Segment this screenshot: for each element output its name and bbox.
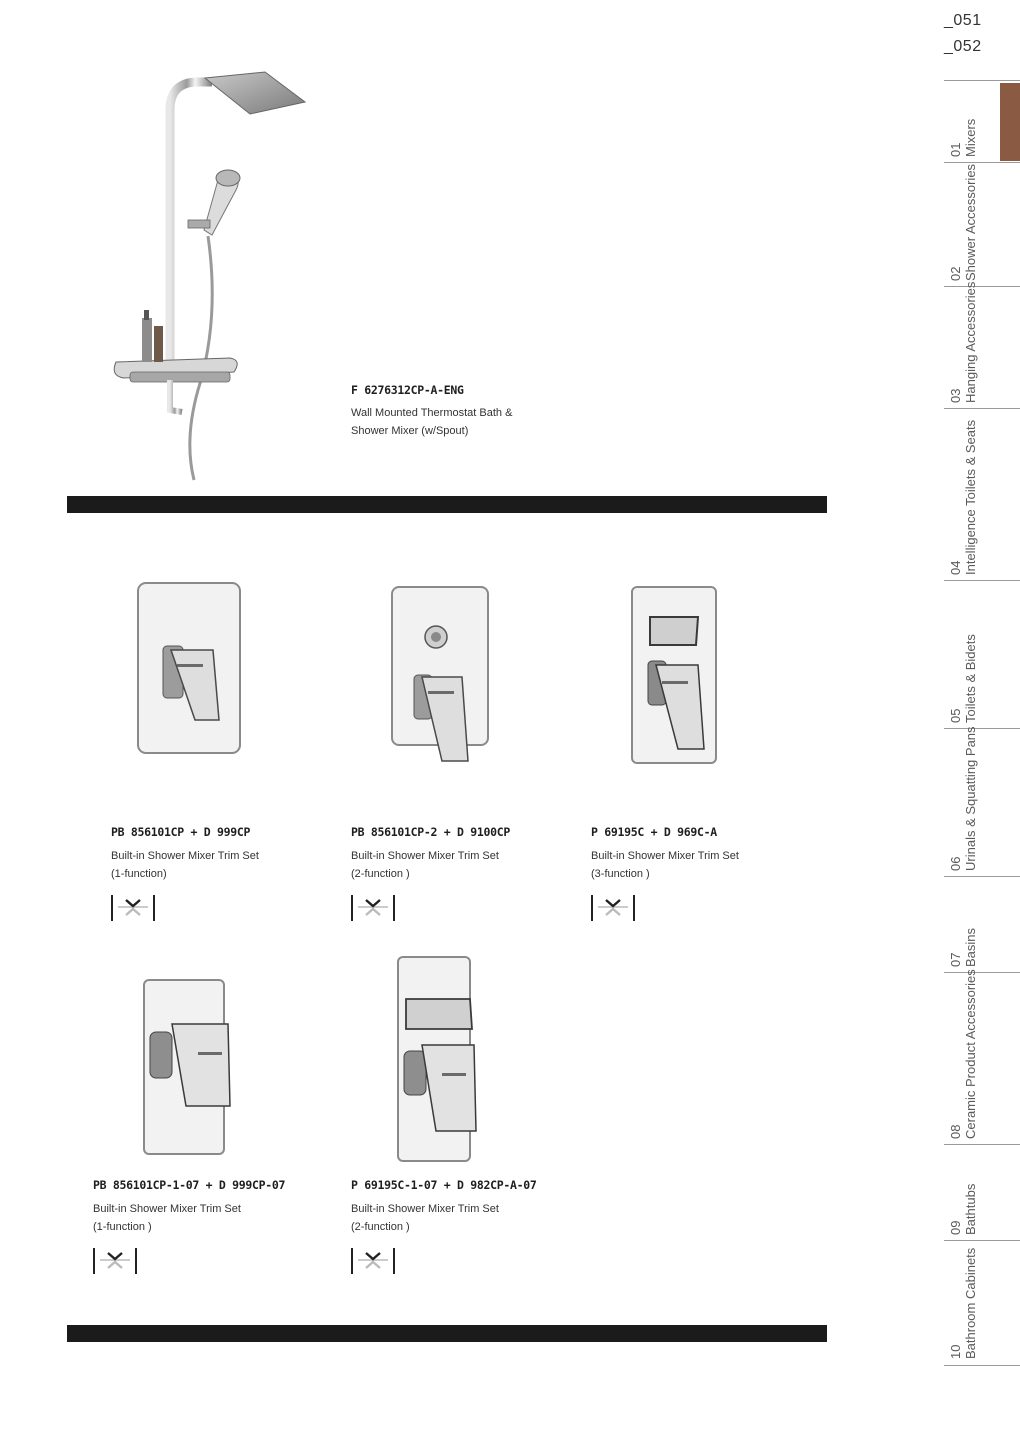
product-code: PB 856101CP + D 999CP (111, 825, 251, 839)
tab-number: 06 (948, 856, 963, 871)
product-code: F 6276312CP-A-ENG (351, 383, 464, 397)
product-description: Built-in Shower Mixer Trim Set (111, 850, 259, 862)
tab-label: Bathroom Cabinets (963, 1247, 978, 1359)
product-description: (1-function) (111, 868, 167, 880)
built-in-symbol-icon (590, 893, 636, 921)
shower-column-image (100, 60, 320, 490)
product-description: Wall Mounted Thermostat Bath & (351, 407, 513, 419)
active-tab-marker (1000, 83, 1020, 161)
sidebar-tab-shower-accessories[interactable] (944, 162, 1020, 287)
tab-label: Basins (963, 927, 978, 967)
product-code: P 69195C-1-07 + D 982CP-A-07 (351, 1178, 537, 1192)
sidebar-tab-ceramic-accessories[interactable] (944, 969, 1020, 1145)
built-in-symbol-icon (350, 893, 396, 921)
faucet-image (628, 585, 728, 771)
product-description: Built-in Shower Mixer Trim Set (351, 1203, 499, 1215)
built-in-symbol-icon (350, 1246, 396, 1274)
product-description: (3-function ) (591, 868, 650, 880)
tab-number: 10 (948, 1344, 963, 1359)
tab-number: 07 (948, 952, 963, 967)
built-in-symbol-icon (92, 1246, 138, 1274)
section-divider (67, 1325, 827, 1342)
faucet-image (135, 580, 245, 756)
tab-label: Intelligence Toilets & Seats (963, 419, 978, 575)
sidebar-tab-basins[interactable] (944, 876, 1020, 973)
faucet-image (388, 585, 498, 765)
built-in-symbol-icon (110, 893, 156, 921)
sidebar-tab-bathroom-cabinets[interactable] (944, 1240, 1020, 1366)
tab-number: 02 (948, 266, 963, 281)
page-number: _051 (944, 12, 982, 29)
page-number: _052 (944, 38, 982, 55)
tab-number: 04 (948, 560, 963, 575)
product-code: P 69195C + D 969C-A (591, 825, 717, 839)
tab-label: Shower Accessories (963, 163, 978, 281)
sidebar-tab-toilets-bidets[interactable] (944, 580, 1020, 729)
product-description: Built-in Shower Mixer Trim Set (591, 850, 739, 862)
sidebar-tab-mixers[interactable] (944, 80, 1020, 163)
tab-label: Mixers (963, 118, 978, 157)
tab-label: Toilets & Bidets (963, 634, 978, 723)
product-code: PB 856101CP-2 + D 9100CP (351, 825, 510, 839)
tab-number: 01 (948, 142, 963, 157)
product-description: Built-in Shower Mixer Trim Set (351, 850, 499, 862)
sidebar-tab-bathtubs[interactable] (944, 1144, 1020, 1241)
product-description: Shower Mixer (w/Spout) (351, 425, 469, 437)
sidebar-tab-hanging-accessories[interactable] (944, 281, 1020, 409)
sidebar-tab-urinals[interactable] (944, 728, 1020, 877)
faucet-image (138, 978, 238, 1158)
tab-label: Bathtubs (963, 1183, 978, 1235)
product-description: (2-function ) (351, 1221, 410, 1233)
tab-number: 09 (948, 1220, 963, 1235)
tab-number: 03 (948, 388, 963, 403)
product-description: (1-function ) (93, 1221, 152, 1233)
tab-number: 08 (948, 1124, 963, 1139)
product-description: Built-in Shower Mixer Trim Set (93, 1203, 241, 1215)
product-description: (2-function ) (351, 868, 410, 880)
tab-label: Hanging Accessories (963, 281, 978, 403)
page-numbers (944, 8, 982, 60)
section-divider (67, 496, 827, 513)
tab-label: Urinals & Squatting Pans (963, 726, 978, 871)
tab-label: Ceramic Product Accessories (963, 969, 978, 1139)
tab-number: 05 (948, 708, 963, 723)
product-code: PB 856101CP-1-07 + D 999CP-07 (93, 1178, 286, 1192)
faucet-image (392, 955, 484, 1165)
sidebar-tab-intelligence-toilets[interactable] (944, 408, 1020, 581)
